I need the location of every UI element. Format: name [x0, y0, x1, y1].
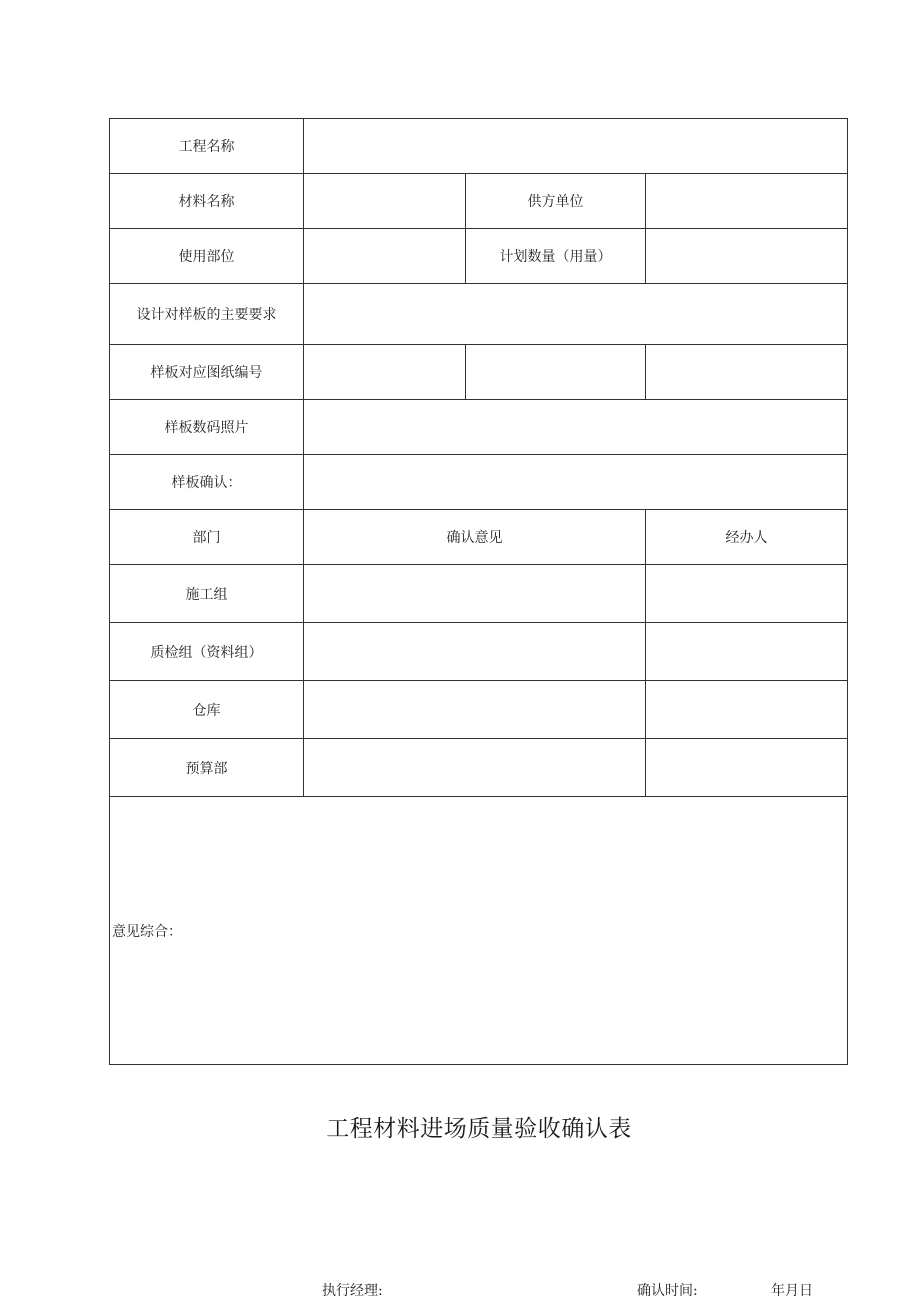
department-name: 预算部: [110, 739, 304, 797]
manager-label: 执行经理:: [322, 1283, 383, 1299]
row-design-requirements: [110, 284, 848, 345]
material-name-label: 材料名称: [110, 174, 304, 229]
row-department: [110, 565, 848, 623]
summary-label: 意见综合：: [112, 923, 182, 940]
material-name-field[interactable]: [304, 174, 466, 229]
opinion-field[interactable]: [304, 681, 646, 739]
opinion-field[interactable]: [304, 739, 646, 797]
drawing-number-field-1[interactable]: [304, 345, 466, 400]
planned-quantity-label: 计划数量（用量）: [466, 229, 646, 284]
row-department: [110, 623, 848, 681]
drawing-number-field-3[interactable]: [646, 345, 848, 400]
row-department: [110, 739, 848, 797]
row-sample-confirm: [110, 455, 848, 510]
project-name-label: 工程名称: [110, 119, 304, 174]
acceptance-form-table: [109, 118, 848, 1065]
usage-location-label: 使用部位: [110, 229, 304, 284]
opinion-field[interactable]: [304, 623, 646, 681]
handler-field[interactable]: [646, 739, 848, 797]
supplier-label: 供方单位: [466, 174, 646, 229]
department-name: 仓库: [110, 681, 304, 739]
digital-photo-label: 样板数码照片: [110, 400, 304, 455]
opinion-field[interactable]: [304, 565, 646, 623]
supplier-field[interactable]: [646, 174, 848, 229]
planned-quantity-field[interactable]: [646, 229, 848, 284]
row-digital-photo: [110, 400, 848, 455]
sample-confirm-field[interactable]: [304, 455, 848, 510]
row-project-name: [110, 119, 848, 174]
document-title: 工程材料进场质量验收确认表: [326, 1116, 632, 1142]
row-department: [110, 681, 848, 739]
design-requirements-field[interactable]: [304, 284, 848, 345]
design-requirements-label: 设计对样板的主要要求: [110, 284, 304, 345]
row-summary: [110, 797, 848, 1065]
usage-location-field[interactable]: [304, 229, 466, 284]
summary-cell[interactable]: [110, 797, 848, 1065]
confirm-time-label: 确认时间:: [637, 1283, 698, 1299]
date-label: 年月日: [771, 1283, 813, 1299]
handler-header: 经办人: [646, 510, 848, 565]
handler-field[interactable]: [646, 681, 848, 739]
handler-field[interactable]: [646, 623, 848, 681]
project-name-field[interactable]: [304, 119, 848, 174]
sample-confirm-label: 样板确认：: [110, 455, 304, 510]
row-material-name: [110, 174, 848, 229]
row-confirm-header: [110, 510, 848, 565]
department-name: 质检组（资料组）: [110, 623, 304, 681]
drawing-number-field-2[interactable]: [466, 345, 646, 400]
digital-photo-field[interactable]: [304, 400, 848, 455]
drawing-number-label: 样板对应图纸编号: [110, 345, 304, 400]
row-usage-location: [110, 229, 848, 284]
department-name: 施工组: [110, 565, 304, 623]
row-drawing-number: [110, 345, 848, 400]
handler-field[interactable]: [646, 565, 848, 623]
department-header: 部门: [110, 510, 304, 565]
opinion-header: 确认意见: [304, 510, 646, 565]
